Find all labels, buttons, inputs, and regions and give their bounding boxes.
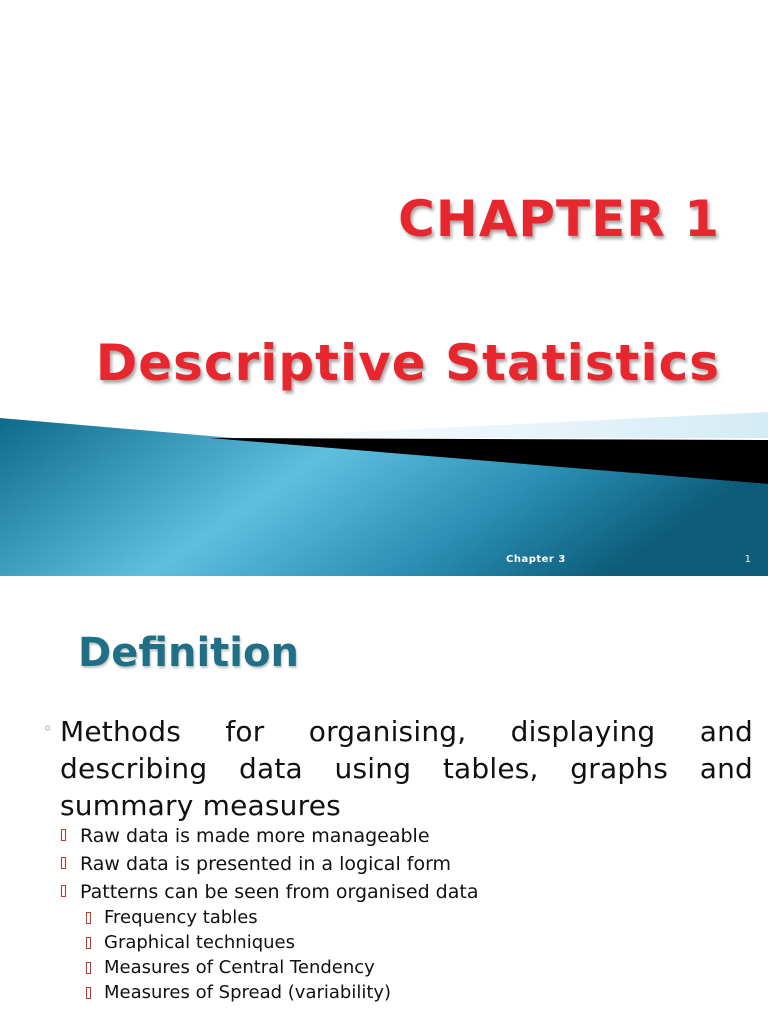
- box-bullet-icon: [86, 962, 91, 974]
- list-item-text: Graphical techniques: [104, 932, 295, 953]
- list-item: [86, 983, 391, 1008]
- box-bullet-icon: [61, 829, 66, 841]
- box-bullet-icon: [86, 912, 91, 924]
- list-item-text: Measures of Spread (variability): [104, 982, 392, 1003]
- list-item: [86, 958, 391, 983]
- slide-title-chapter: CHAPTER 1: [398, 190, 720, 248]
- list-item: [86, 908, 391, 933]
- list-item: [61, 825, 478, 853]
- list-item: [61, 881, 478, 909]
- slide-heading: Definition: [78, 630, 299, 676]
- footer-chapter-label: Chapter 3: [506, 554, 566, 565]
- list-item-text: Measures of Central Tendency: [104, 957, 375, 978]
- main-bullet-text: Methods for organising, displaying and describing data using tables, graphs and summary measures: [60, 715, 753, 822]
- box-bullet-icon: [86, 987, 91, 999]
- slide-title-subject: Descriptive Statistics: [95, 334, 720, 392]
- list-item-text: Raw data is made more manageable: [80, 825, 430, 847]
- definition-slide: [0, 576, 768, 1024]
- list-item: [86, 933, 391, 958]
- list-item-text: Raw data is presented in a logical form: [80, 853, 452, 875]
- sub-bullet-list: [61, 825, 478, 909]
- sub-sub-bullet-list: [86, 908, 391, 1008]
- circle-bullet-icon: ◦: [43, 719, 53, 738]
- decorative-band: [0, 410, 768, 576]
- pale-wedge: [230, 412, 768, 438]
- box-bullet-icon: [86, 937, 91, 949]
- box-bullet-icon: [61, 857, 66, 869]
- list-item: [61, 853, 478, 881]
- footer-page-number: 1: [744, 554, 751, 565]
- list-item-text: Patterns can be seen from organised data: [80, 881, 479, 903]
- main-bullet: [43, 713, 753, 824]
- box-bullet-icon: [61, 885, 66, 897]
- list-item-text: Frequency tables: [104, 907, 258, 928]
